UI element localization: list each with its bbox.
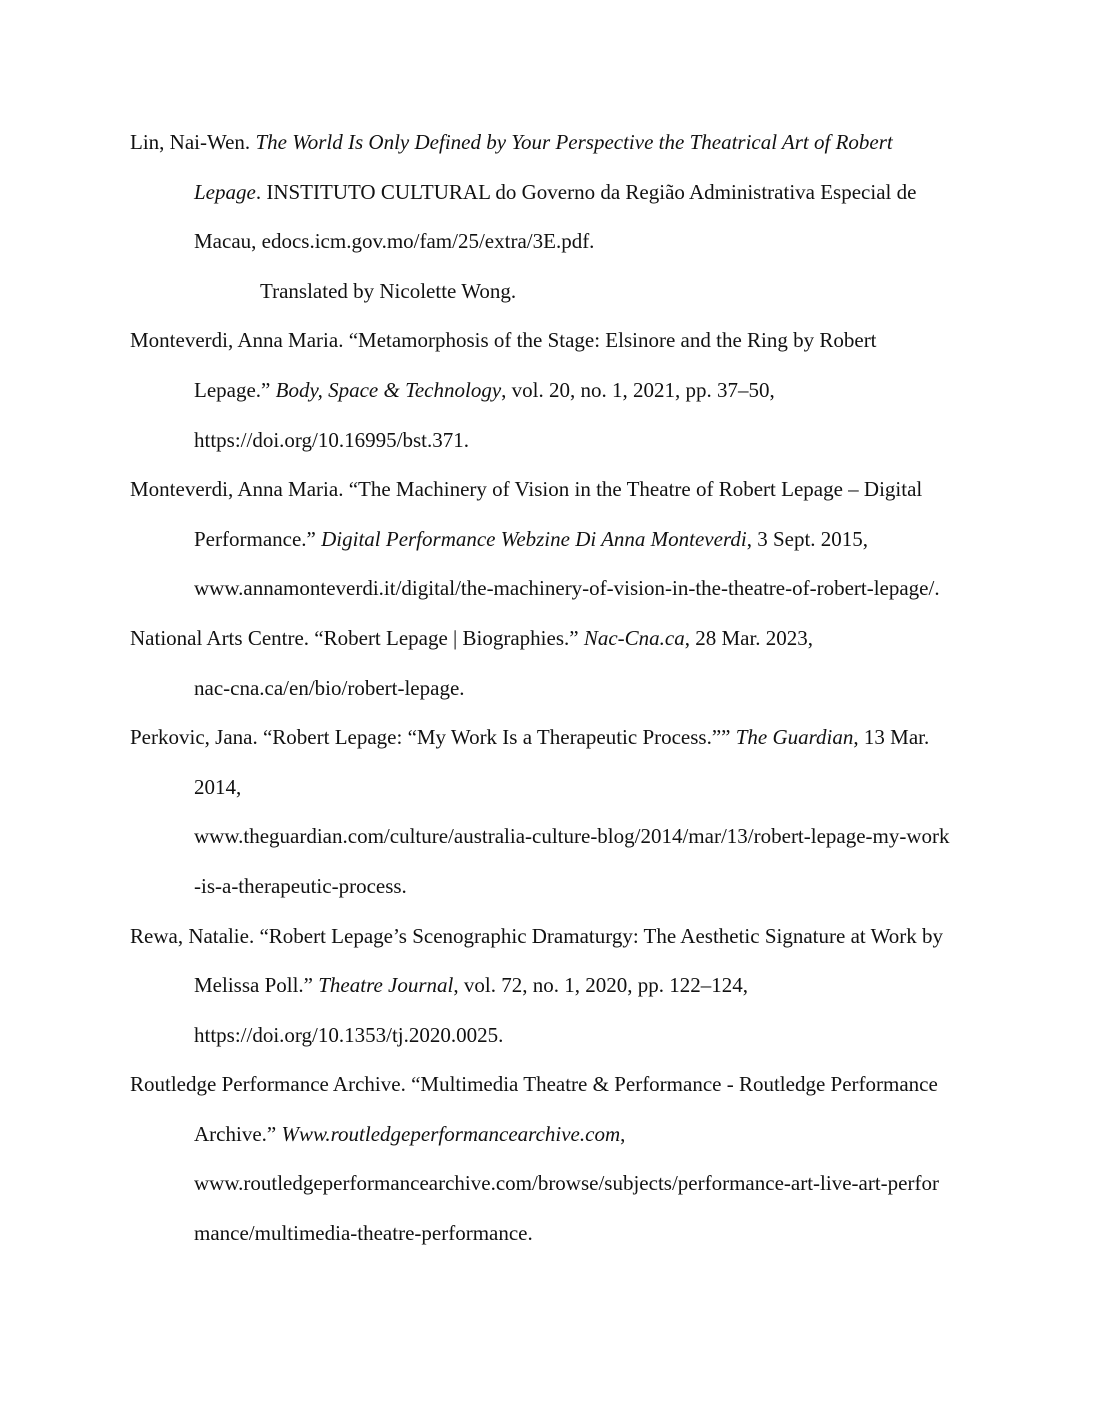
citation-text: Monteverdi, Anna Maria. “The Machinery of Vision in the Theatre of Robert Lepage – Digital [130,477,923,502]
citation-italic-text: Digital Performance Webzine Di Anna Monteverdi [321,526,747,551]
citation-text: Monteverdi, Anna Maria. “Metamorphosis of the Stage: Elsinore and the Ring by Robert [130,328,877,353]
works-cited-list [130,118,975,1259]
citation-text: Rewa, Natalie. “Robert Lepage’s Scenographic Dramaturgy: The Aesthetic Signature at Work by [130,923,943,948]
citation-entry [130,1060,975,1258]
citation-line [130,515,975,565]
citation-text: , 28 Mar. 2023, [684,625,814,650]
citation-line [130,812,975,862]
citation-italic-text: Lepage [194,179,256,204]
citation-text: Melissa Poll.” [194,973,319,998]
citation-text: https://doi.org/10.16995/bst.371. [194,427,469,452]
citation-text: nac-cna.ca/en/bio/robert-lepage. [194,675,465,700]
citation-text: mance/multimedia-theatre-performance. [194,1221,533,1246]
citation-entry [130,316,975,465]
citation-line [130,564,975,614]
citation-text: Archive.” [194,1121,282,1146]
citation-line [130,1159,975,1209]
citation-line [130,1209,975,1259]
citation-italic-text: Nac-Cna.ca [583,625,685,650]
citation-italic-text: Body, Space & Technology [275,377,502,402]
citation-line [130,961,975,1011]
citation-text: https://doi.org/10.1353/tj.2020.0025. [194,1022,504,1047]
citation-text: , 13 Mar. [853,725,930,750]
citation-italic-text: Www.routledgeperformancearchive.com [281,1121,621,1146]
citation-text: Performance.” [194,526,322,551]
citation-text: , vol. 20, no. 1, 2021, pp. 37–50, [501,377,775,402]
citation-italic-text: Theatre Journal [318,973,454,998]
citation-italic-text: The World Is Only Defined by Your Perspective the Theatrical Art of Robert [255,130,893,154]
citation-line [130,168,975,218]
citation-text: Routledge Performance Archive. “Multimedia Theatre & Performance - Routledge Performance [130,1072,938,1097]
citation-text: www.routledgeperformancearchive.com/browse/subjects/performance-art-live-art-perfor [194,1171,939,1196]
citation-text: Macau, edocs.icm.gov.mo/fam/25/extra/3E.pdf. [194,229,595,254]
citation-line [130,664,975,714]
citation-text: , 3 Sept. 2015, [746,526,869,551]
citation-line [130,416,975,466]
citation-line [130,912,975,962]
citation-text: 2014, [194,774,242,799]
citation-entry [130,118,975,316]
citation-line [130,118,975,168]
citation-line [130,862,975,912]
citation-text: -is-a-therapeutic-process. [194,873,407,898]
citation-line [130,465,975,515]
citation-text: Perkovic, Jana. “Robert Lepage: “My Work Is a Therapeutic Process.”” [130,725,736,750]
citation-text: www.annamonteverdi.it/digital/the-machinery-of-vision-in-the-theatre-of-robert-lepage/. [194,576,940,601]
translator-note: Translated by Nicolette Wong. [260,278,517,303]
citation-line [130,366,975,416]
citation-line [130,713,975,763]
citation-text: Lepage.” [194,377,276,402]
citation-entry [130,912,975,1061]
citation-text: National Arts Centre. “Robert Lepage | Biographies.” [130,625,584,650]
citation-line [130,1110,975,1160]
citation-text: , vol. 72, no. 1, 2020, pp. 122–124, [453,973,748,998]
citation-entry [130,614,975,713]
citation-text: Lin, Nai-Wen. [130,130,256,154]
citation-line [130,614,975,664]
citation-line [130,1060,975,1110]
citation-entry [130,465,975,614]
citation-text: , [620,1121,626,1146]
citation-line [130,217,975,267]
citation-text: www.theguardian.com/culture/australia-culture-blog/2014/mar/13/robert-lepage-my-work [194,824,950,849]
citation-line [130,1011,975,1061]
citation-line [130,316,975,366]
citation-line [130,763,975,813]
citation-italic-text: The Guardian [735,725,854,750]
citation-entry [130,713,975,911]
citation-text: . INSTITUTO CULTURAL do Governo da Região Administrativa Especial de [255,179,917,204]
